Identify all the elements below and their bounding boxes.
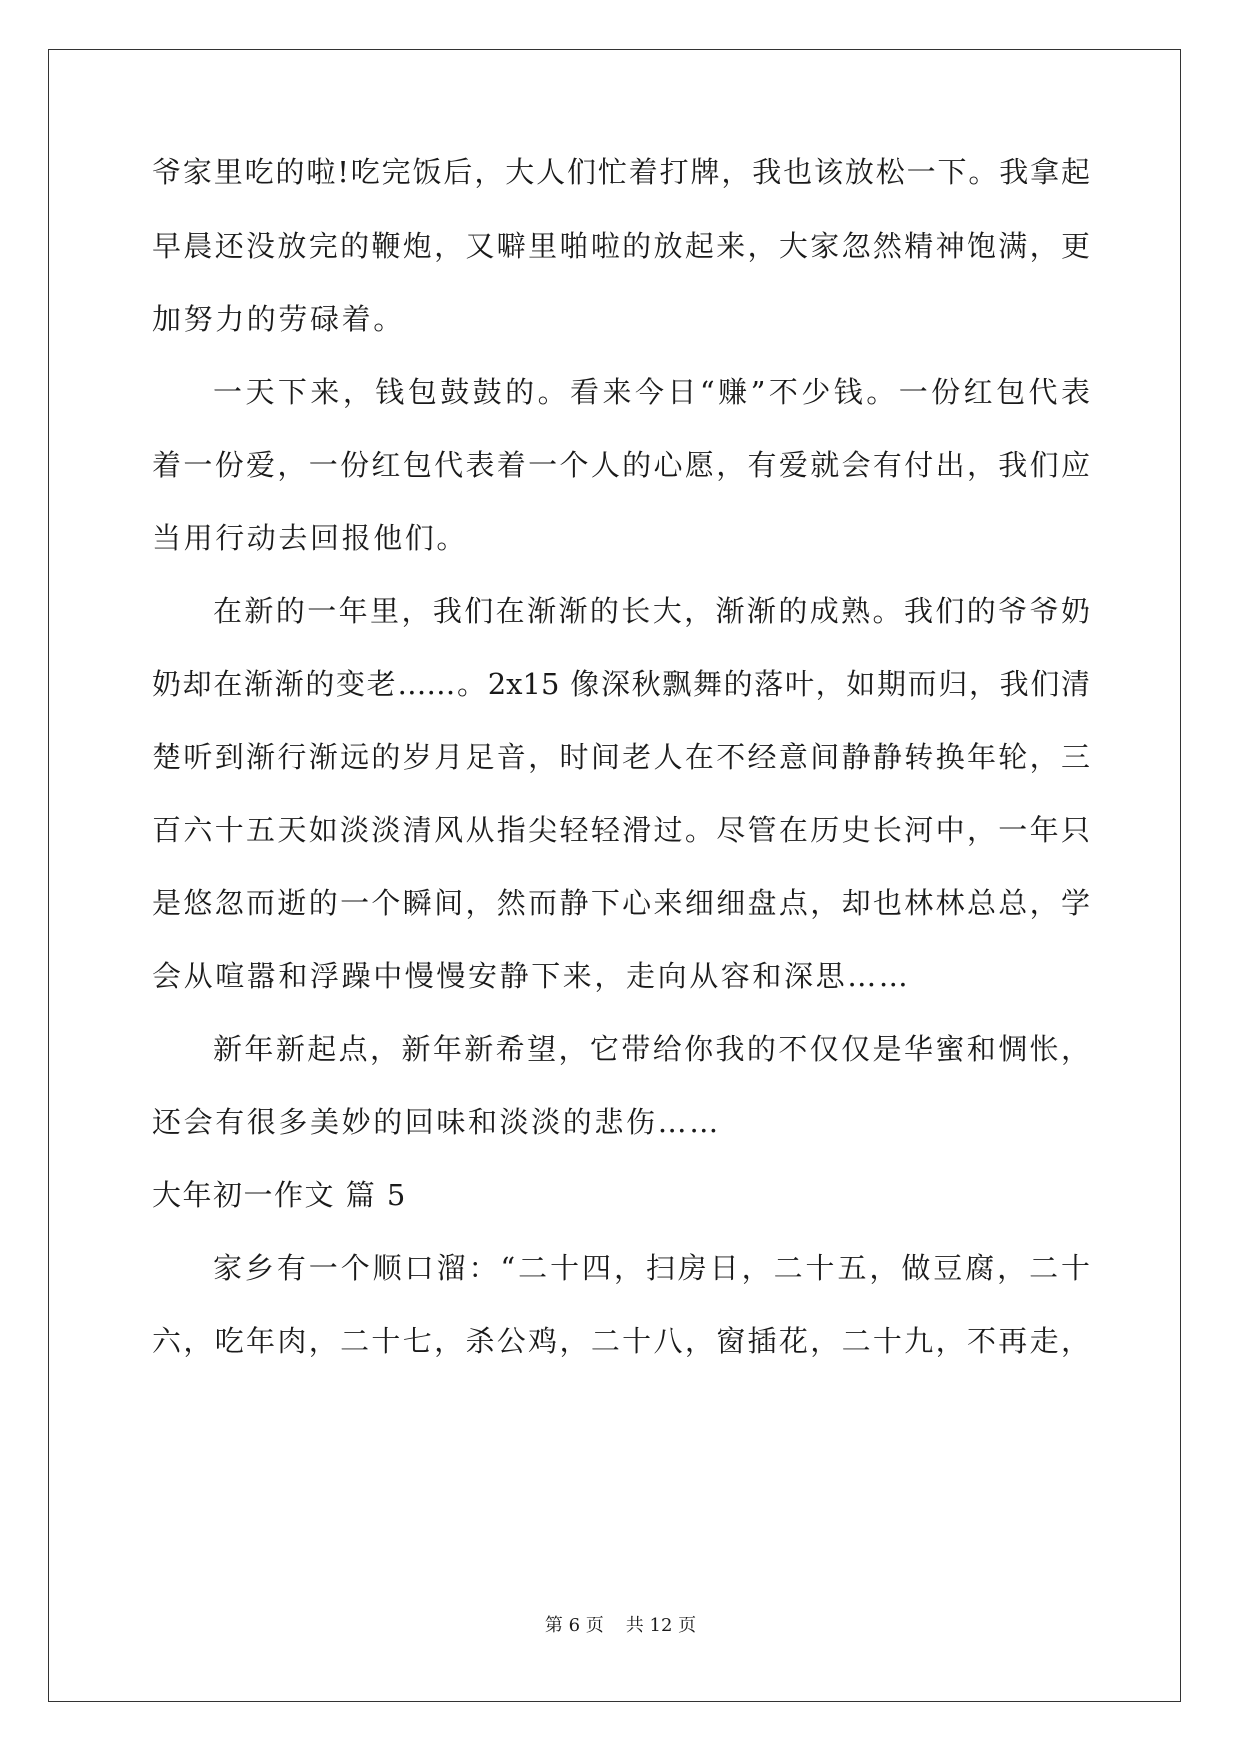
text-line: 奶却在渐渐的变老……。2x15 像深秋飘舞的落叶，如期而归，我们清 [152,667,1090,701]
text-line: 当用行动去回报他们。 [152,521,469,555]
text-line: 加努力的劳碌着。 [152,302,405,336]
paragraph-first-line: 一天下来，钱包鼓鼓的。看来今日“赚”不少钱。一份红包代表 [213,375,1090,409]
text-line: 早晨还没放完的鞭炮，又噼里啪啦的放起来，大家忽然精神饱满，更 [152,229,1090,263]
text-line: 百六十五天如淡淡清风从指尖轻轻滑过。尽管在历史长河中，一年只 [152,813,1090,847]
page-footer [0,1614,1241,1638]
page-number-current: 第 6 页 [544,1615,604,1636]
text-line: 爷家里吃的啦!吃完饭后，大人们忙着打牌，我也该放松一下。我拿起 [152,155,1090,189]
paragraph-first-line: 家乡有一个顺口溜：“二十四，扫房日，二十五，做豆腐，二十 [213,1251,1090,1285]
paragraph-first-line: 新年新起点，新年新希望，它带给你我的不仅仅是华蜜和惆怅， [213,1032,1090,1066]
page-number-total: 共 12 页 [625,1615,697,1636]
page-border [48,49,1181,1702]
text-line: 还会有很多美妙的回味和淡淡的悲伤…… [152,1105,721,1139]
text-line: 楚听到渐行渐远的岁月足音，时间老人在不经意间静静转换年轮，三 [152,740,1090,774]
text-line: 是悠忽而逝的一个瞬间，然而静下心来细细盘点，却也林林总总，学 [152,886,1090,920]
text-line: 着一份爱，一份红包代表着一个人的心愿，有爱就会有付出，我们应 [152,448,1090,482]
section-heading: 大年初一作文 篇 5 [152,1178,407,1212]
text-line: 会从喧嚣和浮躁中慢慢安静下来，走向从容和深思…… [152,959,911,993]
text-line: 六，吃年肉，二十七，杀公鸡，二十八，窗插花，二十九，不再走， [152,1324,1090,1358]
paragraph-first-line: 在新的一年里，我们在渐渐的长大，渐渐的成熟。我们的爷爷奶 [213,594,1090,628]
